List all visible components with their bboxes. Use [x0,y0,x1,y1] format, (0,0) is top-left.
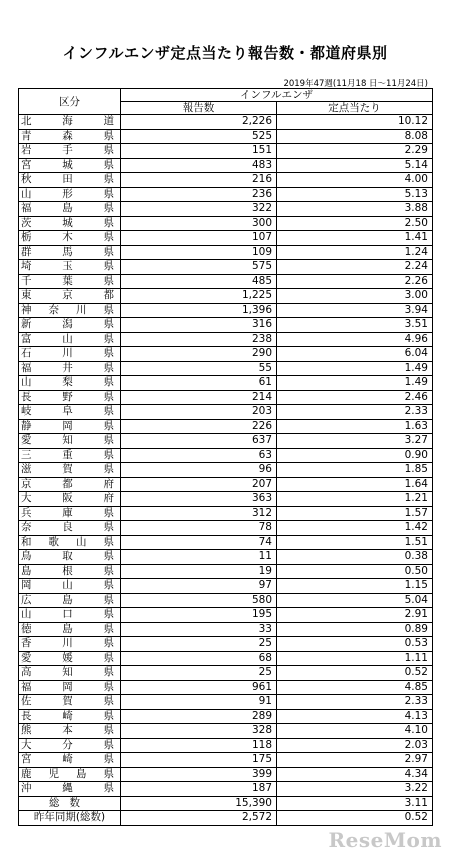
table-row [19,434,433,449]
table-row [19,115,433,130]
prefecture-cell: 熊本県 [19,724,121,739]
table-row [19,680,433,695]
prefecture-cell: 大阪府 [19,492,121,507]
table-row [19,260,433,275]
per-sentinel-cell: 1.49 [277,376,433,391]
per-sentinel-cell: 5.13 [277,187,433,202]
reports-cell: 203 [121,405,277,420]
table-row [19,419,433,434]
per-sentinel-cell: 4.00 [277,173,433,188]
table-row [19,738,433,753]
prefecture-cell: 岐阜県 [19,405,121,420]
prefecture-cell: 新潟県 [19,318,121,333]
prefecture-cell: 青森県 [19,129,121,144]
reports-cell: 637 [121,434,277,449]
table-row [19,477,433,492]
reports-cell: 525 [121,129,277,144]
prefecture-cell: 東京都 [19,289,121,304]
prefecture-cell: 富山県 [19,332,121,347]
previous-year-label: 昨年同期(総数) [19,811,121,826]
table-row [19,274,433,289]
per-sentinel-cell: 1.63 [277,419,433,434]
prefecture-cell: 埼玉県 [19,260,121,275]
reports-cell: 68 [121,651,277,666]
per-sentinel-cell: 8.08 [277,129,433,144]
prefecture-cell: 岩手県 [19,144,121,159]
table-row [19,187,433,202]
table-row [19,332,433,347]
table-row [19,579,433,594]
reports-cell: 214 [121,390,277,405]
reports-cell: 97 [121,579,277,594]
reports-cell: 175 [121,753,277,768]
reports-cell: 1,225 [121,289,277,304]
reports-cell: 580 [121,593,277,608]
per-sentinel-cell: 2.26 [277,274,433,289]
reports-cell: 107 [121,231,277,246]
per-sentinel-cell: 1.57 [277,506,433,521]
reports-cell: 236 [121,187,277,202]
table-row [19,506,433,521]
table-row [19,376,433,391]
reports-cell: 25 [121,666,277,681]
table-row [19,695,433,710]
reports-cell: 2,226 [121,115,277,130]
per-sentinel-cell: 1.15 [277,579,433,594]
table-body [19,115,433,797]
per-sentinel-cell: 3.94 [277,303,433,318]
prefecture-cell: 山梨県 [19,376,121,391]
reports-cell: 363 [121,492,277,507]
reports-cell: 11 [121,550,277,565]
prefecture-cell: 三重県 [19,448,121,463]
per-sentinel-cell: 3.22 [277,782,433,797]
table-row [19,318,433,333]
per-sentinel-cell: 1.24 [277,245,433,260]
per-sentinel-cell: 2.91 [277,608,433,623]
prefecture-cell: 山口県 [19,608,121,623]
prefecture-cell: 山形県 [19,187,121,202]
prefecture-cell: 広島県 [19,593,121,608]
per-sentinel-cell: 2.03 [277,738,433,753]
reports-cell: 55 [121,361,277,376]
prefecture-cell: 群馬県 [19,245,121,260]
prefecture-cell: 香川県 [19,637,121,652]
table-row [19,709,433,724]
prefecture-cell: 沖縄県 [19,782,121,797]
prefecture-cell: 岡山県 [19,579,121,594]
table-row [19,593,433,608]
per-sentinel-cell: 2.50 [277,216,433,231]
table-row [19,303,433,318]
previous-year-row [19,811,433,826]
per-sentinel-cell: 2.24 [277,260,433,275]
table-row [19,492,433,507]
reports-cell: 187 [121,782,277,797]
reports-cell: 290 [121,347,277,362]
per-sentinel-cell: 1.64 [277,477,433,492]
reports-cell: 961 [121,680,277,695]
per-sentinel-cell: 0.53 [277,637,433,652]
per-sentinel-cell: 3.51 [277,318,433,333]
reports-cell: 1,396 [121,303,277,318]
page-title: インフルエンザ定点当たり報告数・都道府県別 [62,44,388,62]
prefecture-cell: 北海道 [19,115,121,130]
reports-cell: 19 [121,564,277,579]
prefecture-cell: 長野県 [19,390,121,405]
total-row [19,796,433,811]
prefecture-cell: 鳥取県 [19,550,121,565]
table-row [19,521,433,536]
prefecture-cell: 石川県 [19,347,121,362]
influenza-table [18,88,433,826]
per-sentinel-cell: 0.89 [277,622,433,637]
table-row [19,245,433,260]
reports-cell: 74 [121,535,277,550]
per-sentinel-cell: 0.90 [277,448,433,463]
prefecture-cell: 静岡県 [19,419,121,434]
reports-cell: 316 [121,318,277,333]
reports-cell: 109 [121,245,277,260]
table-row [19,390,433,405]
table-row [19,608,433,623]
reports-cell: 195 [121,608,277,623]
reports-cell: 289 [121,709,277,724]
table-row [19,550,433,565]
reports-cell: 61 [121,376,277,391]
table-row [19,666,433,681]
table-row [19,202,433,217]
reports-cell: 151 [121,144,277,159]
prefecture-cell: 愛知県 [19,434,121,449]
reports-cell: 33 [121,622,277,637]
header-reports: 報告数 [121,102,277,115]
prefecture-cell: 高知県 [19,666,121,681]
per-sentinel-cell: 2.29 [277,144,433,159]
table-row [19,622,433,637]
reports-cell: 312 [121,506,277,521]
prefecture-cell: 宮城県 [19,158,121,173]
per-sentinel-cell: 3.88 [277,202,433,217]
per-sentinel-cell: 0.38 [277,550,433,565]
per-sentinel-cell: 1.42 [277,521,433,536]
prefecture-cell: 神奈川県 [19,303,121,318]
reports-cell: 300 [121,216,277,231]
prefecture-cell: 宮崎県 [19,753,121,768]
per-sentinel-cell: 1.85 [277,463,433,478]
prefecture-cell: 長崎県 [19,709,121,724]
per-sentinel-cell: 4.85 [277,680,433,695]
total-per-sentinel: 3.11 [277,796,433,811]
prefecture-cell: 茨城県 [19,216,121,231]
table-row [19,144,433,159]
per-sentinel-cell: 2.33 [277,405,433,420]
per-sentinel-cell: 4.96 [277,332,433,347]
table-row [19,724,433,739]
per-sentinel-cell: 0.52 [277,666,433,681]
table-row [19,158,433,173]
prefecture-cell: 佐賀県 [19,695,121,710]
per-sentinel-cell: 10.12 [277,115,433,130]
reports-cell: 91 [121,695,277,710]
per-sentinel-cell: 1.41 [277,231,433,246]
reports-cell: 328 [121,724,277,739]
reports-cell: 25 [121,637,277,652]
previous-year-reports: 2,572 [121,811,277,826]
table-row [19,129,433,144]
per-sentinel-cell: 3.27 [277,434,433,449]
reports-cell: 96 [121,463,277,478]
per-sentinel-cell: 4.10 [277,724,433,739]
table-row [19,361,433,376]
per-sentinel-cell: 1.51 [277,535,433,550]
per-sentinel-cell: 1.11 [277,651,433,666]
total-reports: 15,390 [121,796,277,811]
table-row [19,767,433,782]
per-sentinel-cell: 2.97 [277,753,433,768]
table-row [19,651,433,666]
prefecture-cell: 奈良県 [19,521,121,536]
reports-cell: 63 [121,448,277,463]
table-row [19,753,433,768]
table-row [19,535,433,550]
table-row [19,782,433,797]
prefecture-cell: 兵庫県 [19,506,121,521]
table-row [19,347,433,362]
prefecture-cell: 福井県 [19,361,121,376]
reports-cell: 575 [121,260,277,275]
table-row [19,564,433,579]
prefecture-cell: 島根県 [19,564,121,579]
reports-cell: 238 [121,332,277,347]
report-period: 2019年47週(11月18 日～11月24日) [283,79,428,89]
header-region: 区分 [19,89,121,115]
reports-cell: 399 [121,767,277,782]
table-row [19,463,433,478]
previous-year-per-sentinel: 0.52 [277,811,433,826]
table-row [19,448,433,463]
total-label: 総数 [19,796,121,811]
table-row [19,289,433,304]
table-row [19,216,433,231]
prefecture-cell: 徳島県 [19,622,121,637]
prefecture-cell: 千葉県 [19,274,121,289]
reports-cell: 118 [121,738,277,753]
per-sentinel-cell: 5.14 [277,158,433,173]
per-sentinel-cell: 0.50 [277,564,433,579]
prefecture-cell: 和歌山県 [19,535,121,550]
prefecture-cell: 滋賀県 [19,463,121,478]
per-sentinel-cell: 2.46 [277,390,433,405]
prefecture-cell: 大分県 [19,738,121,753]
table-row [19,637,433,652]
reports-cell: 216 [121,173,277,188]
prefecture-cell: 愛媛県 [19,651,121,666]
table-row [19,231,433,246]
prefecture-cell: 福岡県 [19,680,121,695]
prefecture-cell: 福島県 [19,202,121,217]
per-sentinel-cell: 3.00 [277,289,433,304]
table-row [19,173,433,188]
per-sentinel-cell: 6.04 [277,347,433,362]
resemom-logo: ReseMom [328,828,442,852]
reports-cell: 483 [121,158,277,173]
per-sentinel-cell: 5.04 [277,593,433,608]
per-sentinel-cell: 4.13 [277,709,433,724]
header-per-sentinel: 定点当たり [277,102,433,115]
prefecture-cell: 京都府 [19,477,121,492]
reports-cell: 322 [121,202,277,217]
per-sentinel-cell: 1.21 [277,492,433,507]
per-sentinel-cell: 4.34 [277,767,433,782]
reports-cell: 207 [121,477,277,492]
reports-cell: 78 [121,521,277,536]
per-sentinel-cell: 1.49 [277,361,433,376]
table-row [19,405,433,420]
prefecture-cell: 秋田県 [19,173,121,188]
header-influenza: インフルエンザ [121,89,433,102]
per-sentinel-cell: 2.33 [277,695,433,710]
reports-cell: 226 [121,419,277,434]
prefecture-cell: 鹿児島県 [19,767,121,782]
prefecture-cell: 栃木県 [19,231,121,246]
reports-cell: 485 [121,274,277,289]
